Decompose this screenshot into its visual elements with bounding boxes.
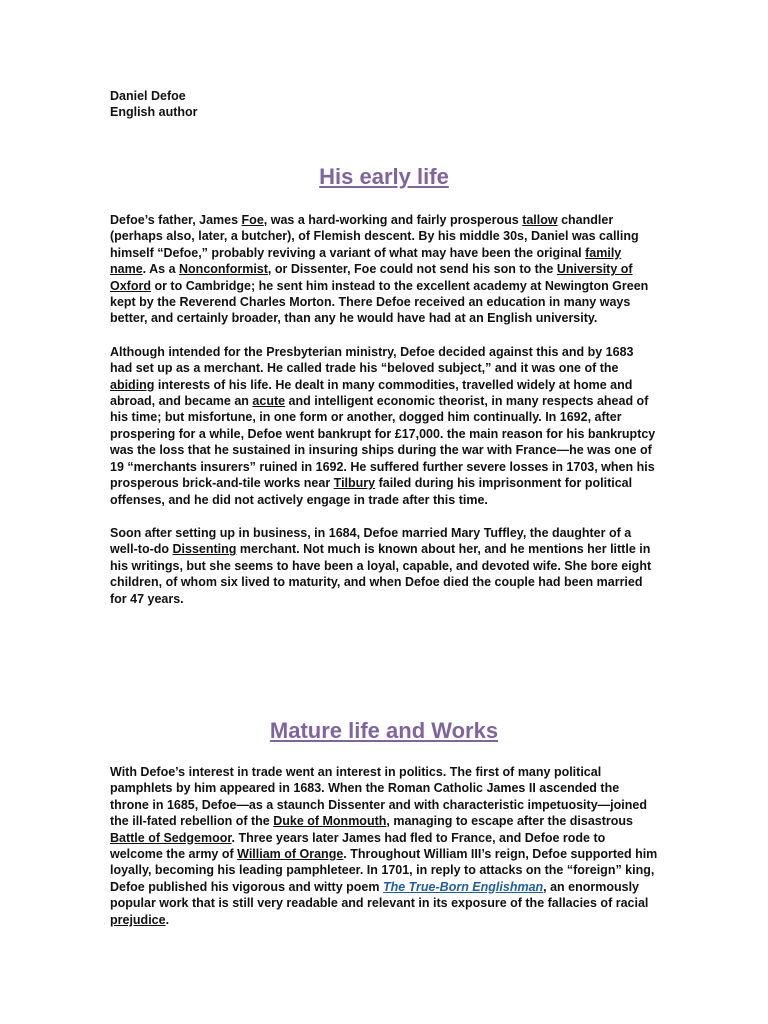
text-run: . As a [142,262,180,277]
text-run: or to Cambridge; he sent him instead to the excellent academy at Newington Green kept by the Reverend Charles Morton. There Defoe received an education in many ways better, and certainly broader, than any he would have had at an English university. [110,278,649,326]
text-run: . [165,912,170,927]
inline-link[interactable]: William of Orange [237,846,344,861]
text-run: , an enormously popular work that is still very readable and relevant in its exposure of the fallacies of racial [110,879,649,911]
text-run: Defoe’s father, James [110,213,242,227]
text-run: Soon after setting up in business, in 1684, Defoe married Mary Tuffley, the daughter of a well-to-do [110,525,632,557]
inline-link[interactable]: Battle of Sedgemoor [110,830,232,845]
text-run: , was a hard-working and fairly prosperous [263,213,523,227]
text-run: , or Dissenter, Foe could not send his son to the [267,262,557,277]
section-heading-early-life: His early life [319,164,449,189]
document-page [110,88,658,945]
text-run: interests of his life. He dealt in many commodities, travelled widely at home and abroad, and became an [110,377,633,409]
inline-link[interactable]: abiding [110,377,155,392]
text-run: . Throughout William III’s reign, Defoe supported him loyally, becoming his leading pamphleteer. In 1701, in reply to attacks on the “foreign” king, Defoe published his vigorous and witty poem [110,846,658,894]
inline-link[interactable]: Tilbury [333,476,376,491]
inline-link[interactable]: Foe [241,213,264,227]
inline-link[interactable]: University of Oxford [110,262,633,293]
inline-link-italic[interactable]: The True-Born Englishman [382,879,544,894]
paragraph [110,344,658,508]
inline-link[interactable]: tallow [522,213,558,227]
inline-link[interactable]: family name [110,245,622,277]
inline-link[interactable]: prejudice [110,912,166,927]
text-run: , managing to escape after the disastrous [386,814,633,829]
author-name: Daniel Defoe [110,89,186,103]
text-run: . Three years later James had fled to France, and Defoe rode to welcome the army of [110,830,606,861]
inline-link[interactable]: Dissenting [172,542,237,557]
text-run: chandler (perhaps also, later, a butcher), of Flemish descent. By his middle 30s, Daniel was calling himself “Defoe,” probably reviving a variant of what may have been the original [110,213,639,260]
text-run: With Defoe’s interest in trade went an interest in politics. The first of many political pamphlets by him appeared in 1683. When the Roman Catholic James II ascended the throne in 1685, Defoe—as a staunch Dissenter and with characteristic impetuosity—joined the ill-fated rebellion of the [110,764,647,829]
text-run: failed during his imprisonment for political offenses, and he did not actively engage in trade after this time. [110,476,633,507]
inline-link[interactable]: Nonconformist [179,262,268,277]
paragraph [110,212,658,327]
text-run: and intelligent economic theorist, in many respects ahead of his time; but misfortune, in one form or another, dogged him continually. In 1692, after prospering for a while, Defoe went bankrupt for £17,000. the main reason for his bankruptcy was the loss that he sustained in insuring ships during the war with France—he was one of 19 “merchants insurers” ruined in 1692. He suffered further severe losses in 1703, when his prosperous brick-and-tile works near [110,394,656,491]
paragraph [110,525,658,607]
inline-link[interactable]: Duke of Monmouth [273,814,387,829]
text-run: merchant. Not much is known about her, and he mentions her little in his writings, but she seems to have been a loyal, capable, and devoted wife. She bore eight children, of whom six lived to maturity, and when Defoe died the couple had been married for 47 years. [110,542,652,606]
text-run: Although intended for the Presbyterian ministry, Defoe decided against this and by 1683 had set up as a merchant. He called trade his “beloved subject,” and it was one of the [110,344,634,376]
inline-link[interactable]: acute [252,394,286,409]
paragraph [110,764,658,928]
author-info [110,88,658,120]
section-heading-mature-life: Mature life and Works [269,717,499,743]
author-role: English author [110,105,198,119]
